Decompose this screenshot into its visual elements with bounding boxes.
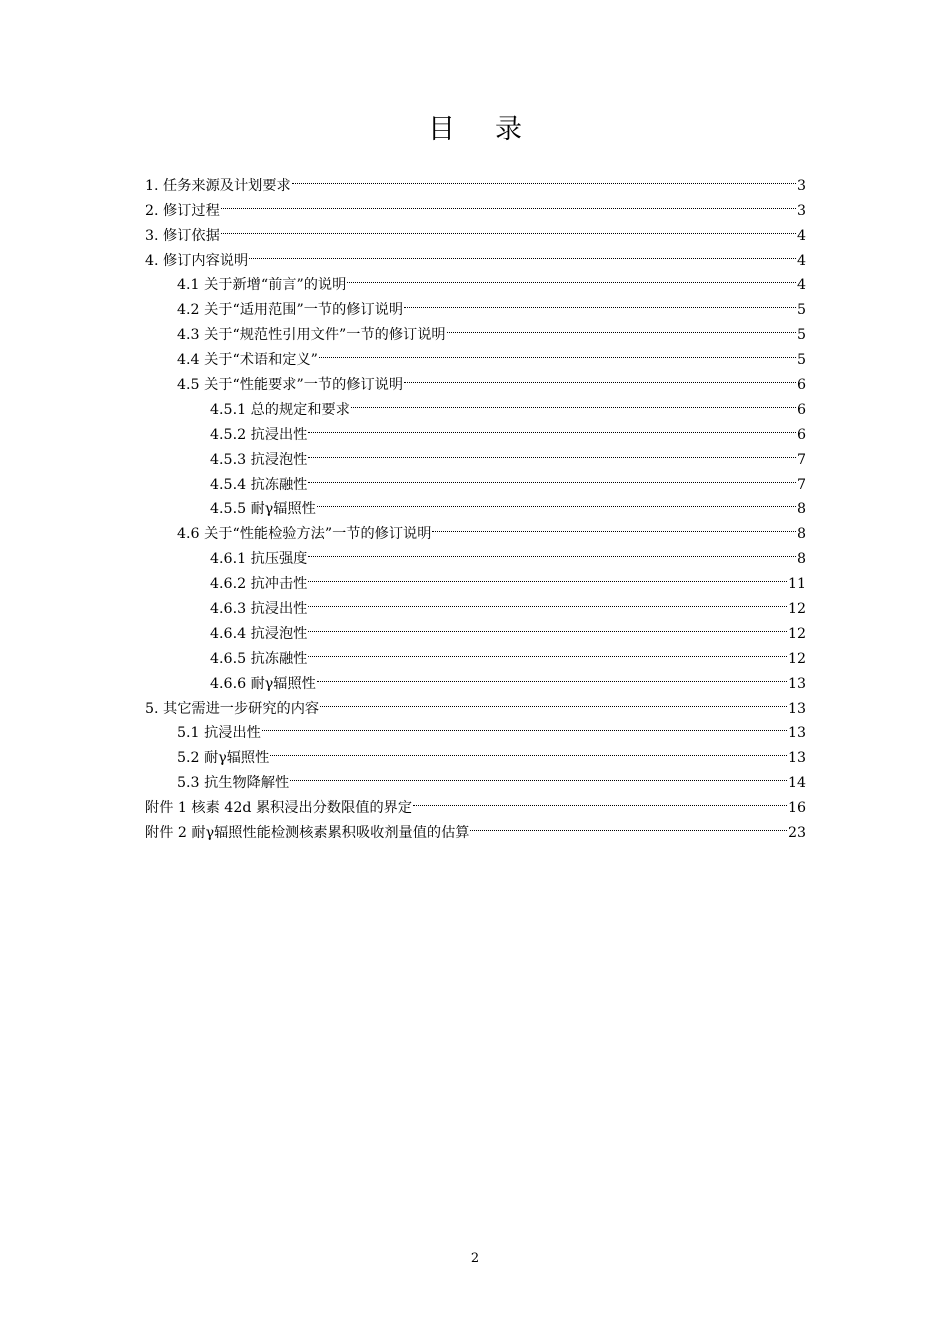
page-title: 目录 bbox=[428, 114, 562, 145]
toc-entry-page: 6 bbox=[796, 401, 806, 418]
toc-dot-leader bbox=[308, 414, 796, 439]
toc-entry[interactable] bbox=[145, 240, 806, 269]
toc-dot-leader bbox=[404, 364, 796, 389]
toc-entry[interactable] bbox=[145, 165, 806, 194]
toc-entry-title: 4.1 关于新增“前言”的说明 bbox=[177, 277, 347, 294]
toc-dot-leader bbox=[447, 314, 796, 339]
toc-dot-leader bbox=[308, 588, 787, 613]
toc-entry-title: 4. 修订内容说明 bbox=[145, 252, 249, 269]
toc-entry-title: 4.6.6 耐γ辐照性 bbox=[210, 675, 316, 692]
toc-dot-leader bbox=[221, 190, 796, 215]
toc-entry-title: 4.4 关于“术语和定义” bbox=[177, 352, 318, 369]
toc-dot-leader bbox=[413, 787, 787, 812]
toc-entry-title: 4.5 关于“性能要求”一节的修订说明 bbox=[177, 377, 404, 394]
toc-dot-leader bbox=[319, 339, 796, 364]
toc-dot-leader bbox=[308, 439, 796, 464]
toc-dot-leader bbox=[308, 538, 796, 563]
toc-entry-title: 4.6.1 抗压强度 bbox=[210, 551, 308, 568]
toc-dot-leader bbox=[470, 812, 786, 837]
toc-entry[interactable] bbox=[145, 190, 806, 219]
toc-entry-title: 附件 2 耐γ辐照性能检测核素累积吸收剂量值的估算 bbox=[145, 825, 470, 842]
toc-entry-page: 6 bbox=[796, 377, 806, 394]
toc-entry-title: 4.6.5 抗冻融性 bbox=[210, 650, 308, 667]
toc-entry-page: 7 bbox=[796, 476, 806, 493]
toc-dot-leader bbox=[221, 215, 796, 240]
toc-entry-page: 13 bbox=[787, 700, 806, 717]
toc-entry-page: 3 bbox=[796, 177, 806, 194]
toc-entry-title: 4.6.2 抗冲击性 bbox=[210, 576, 308, 593]
toc-dot-leader bbox=[292, 165, 796, 190]
toc-entry-title: 5.3 抗生物降解性 bbox=[177, 775, 290, 792]
toc-entry-title: 4.3 关于“规范性引用文件”一节的修订说明 bbox=[177, 327, 446, 344]
toc-entry-page: 4 bbox=[796, 227, 806, 244]
toc-entry-page: 6 bbox=[796, 426, 806, 443]
toc-entry-page: 11 bbox=[787, 576, 806, 593]
toc-dot-leader bbox=[351, 389, 796, 414]
toc-entry-title: 4.5.5 耐γ辐照性 bbox=[210, 501, 316, 518]
toc-dot-leader bbox=[249, 240, 796, 265]
toc-entry-page: 13 bbox=[787, 725, 806, 742]
toc-entry-title: 5.2 耐γ辐照性 bbox=[177, 750, 270, 767]
toc-dot-leader bbox=[347, 265, 796, 290]
toc-dot-leader bbox=[317, 663, 787, 688]
toc-entry-title: 4.6 关于“性能检验方法”一节的修订说明 bbox=[177, 526, 432, 543]
toc-entry-page: 8 bbox=[796, 501, 806, 518]
toc-dot-leader bbox=[308, 638, 787, 663]
toc-dot-leader bbox=[320, 688, 787, 713]
toc-entry-title: 4.2 关于“适用范围”一节的修订说明 bbox=[177, 302, 404, 319]
toc-entry-title: 4.5.4 抗冻融性 bbox=[210, 476, 308, 493]
table-of-contents bbox=[145, 165, 806, 842]
toc-entry-page: 5 bbox=[796, 352, 806, 369]
toc-entry-page: 8 bbox=[796, 526, 806, 543]
toc-entry-title: 5. 其它需进一步研究的内容 bbox=[145, 700, 320, 717]
toc-entry-title: 4.6.3 抗浸出性 bbox=[210, 601, 308, 618]
toc-dot-leader bbox=[308, 613, 787, 638]
toc-dot-leader bbox=[270, 737, 787, 762]
toc-dot-leader bbox=[308, 464, 796, 489]
toc-dot-leader bbox=[317, 489, 796, 514]
toc-entry-page: 8 bbox=[796, 551, 806, 568]
toc-dot-leader bbox=[432, 513, 796, 538]
toc-dot-leader bbox=[308, 563, 787, 588]
toc-entry-page: 3 bbox=[796, 202, 806, 219]
toc-entry-page: 4 bbox=[796, 277, 806, 294]
toc-entry-title: 3. 修订依据 bbox=[145, 227, 220, 244]
toc-entry-title: 4.5.1 总的规定和要求 bbox=[210, 401, 350, 418]
toc-entry-page: 23 bbox=[787, 825, 806, 842]
toc-entry-page: 13 bbox=[787, 675, 806, 692]
toc-dot-leader bbox=[262, 713, 787, 738]
toc-entry-page: 14 bbox=[787, 775, 806, 792]
toc-dot-leader bbox=[290, 762, 787, 787]
toc-entry-page: 4 bbox=[796, 252, 806, 269]
toc-entry[interactable] bbox=[145, 215, 806, 244]
toc-entry-page: 12 bbox=[787, 601, 806, 618]
page-number: 2 bbox=[470, 1251, 480, 1266]
toc-entry-page: 12 bbox=[787, 650, 806, 667]
toc-entry-page: 5 bbox=[796, 302, 806, 319]
toc-entry-title: 4.5.3 抗浸泡性 bbox=[210, 451, 308, 468]
toc-entry-title: 5.1 抗浸出性 bbox=[177, 725, 261, 742]
toc-entry-title: 1. 任务来源及计划要求 bbox=[145, 177, 291, 194]
toc-dot-leader bbox=[404, 289, 796, 314]
toc-entry-page: 13 bbox=[787, 750, 806, 767]
toc-entry-page: 5 bbox=[796, 327, 806, 344]
toc-entry-title: 4.5.2 抗浸出性 bbox=[210, 426, 308, 443]
toc-entry-page: 7 bbox=[796, 451, 806, 468]
toc-entry-title: 附件 1 核素 42d 累积浸出分数限值的界定 bbox=[145, 800, 413, 817]
toc-entry-title: 4.6.4 抗浸泡性 bbox=[210, 625, 308, 642]
toc-entry-page: 12 bbox=[787, 625, 806, 642]
toc-entry-title: 2. 修订过程 bbox=[145, 202, 220, 219]
toc-entry-page: 16 bbox=[787, 800, 806, 817]
